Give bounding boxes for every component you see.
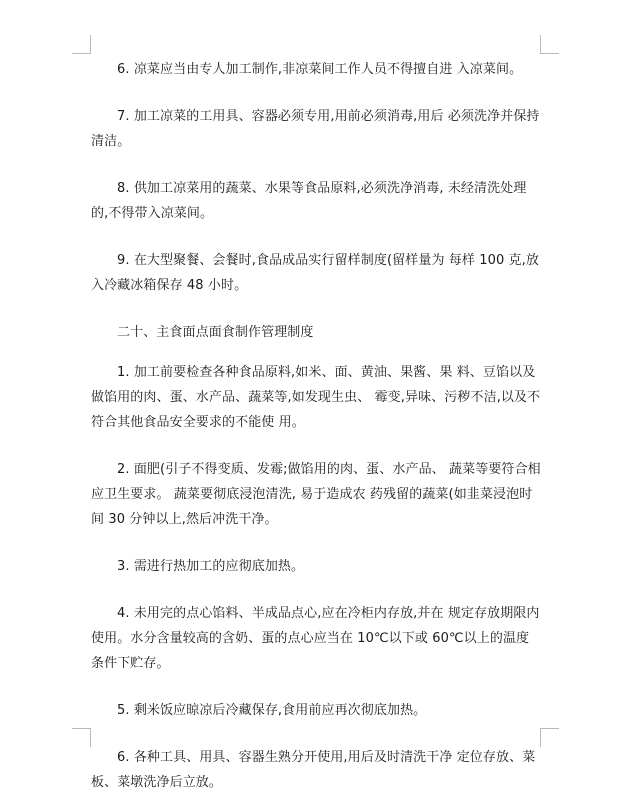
document-body [91,57,541,802]
paragraph-ingredient-check: 1. 加工前要检查各种食品原料,如米、面、黄油、果酱、果 料、豆馅以及做馅用的肉、蛋、水产品、蔬菜等,如发现生虫、 霉变,异味、污秽不洁,以及不符合其他食品安全要求的不能使 用。 [91,365,541,430]
crop-mark-bottom-left [72,728,91,747]
paragraph-cold-dish-staff: 6. 凉菜应当由专人加工制作,非凉菜间工作人员不得擅自进 入凉菜间。 [117,62,523,77]
crop-mark-top-left [72,35,91,54]
section-heading: 二十、主食面点面食制作管理制度 [117,325,314,340]
paragraph-utensils: 6. 各种工具、用具、容器生熟分开使用,用后及时清洗干净 定位存放、菜板、菜墩洗净后立放。 [91,750,536,790]
paragraph-sample-retention: 9. 在大型聚餐、会餐时,食品成品实行留样制度(留样量为 每样 100 克,放入冷藏冰箱保存 48 小时。 [91,253,539,293]
paragraph-dough-starter: 2. 面肥(引子不得变质、发霉;做馅用的肉、蛋、水产品、 蔬菜等要符合相应卫生要求。 蔬菜要彻底浸泡清洗, 易于造成农 药残留的蔬菜(如韭菜浸泡时间 30 分钟以上,然后冲洗干净。 [91,462,541,527]
paragraph-cold-dish-tools: 7. 加工凉菜的工用具、容器必须专用,用前必须消毒,用后 必须洗净并保持清洁。 [91,109,540,149]
crop-mark-top-right [540,35,559,54]
paragraph-heat-processing: 3. 需进行热加工的应彻底加热。 [117,559,305,574]
paragraph-cold-dish-ingredients: 8. 供加工凉菜用的蔬菜、水果等食品原料,必须洗净消毒, 未经清洗处理的,不得带入凉菜间。 [91,181,527,221]
paragraph-leftover-rice: 5. 剩米饭应晾凉后冷藏保存,食用前应再次彻底加热。 [117,703,427,718]
crop-mark-bottom-right [540,728,559,747]
paragraph-filling-storage: 4. 未用完的点心馅料、半成品点心,应在冷柜内存放,并在 规定存放期限内使用。水分含量较高的含奶、蛋的点心应当在 10℃以下或 60℃以上的温度条件下贮存。 [91,606,540,671]
